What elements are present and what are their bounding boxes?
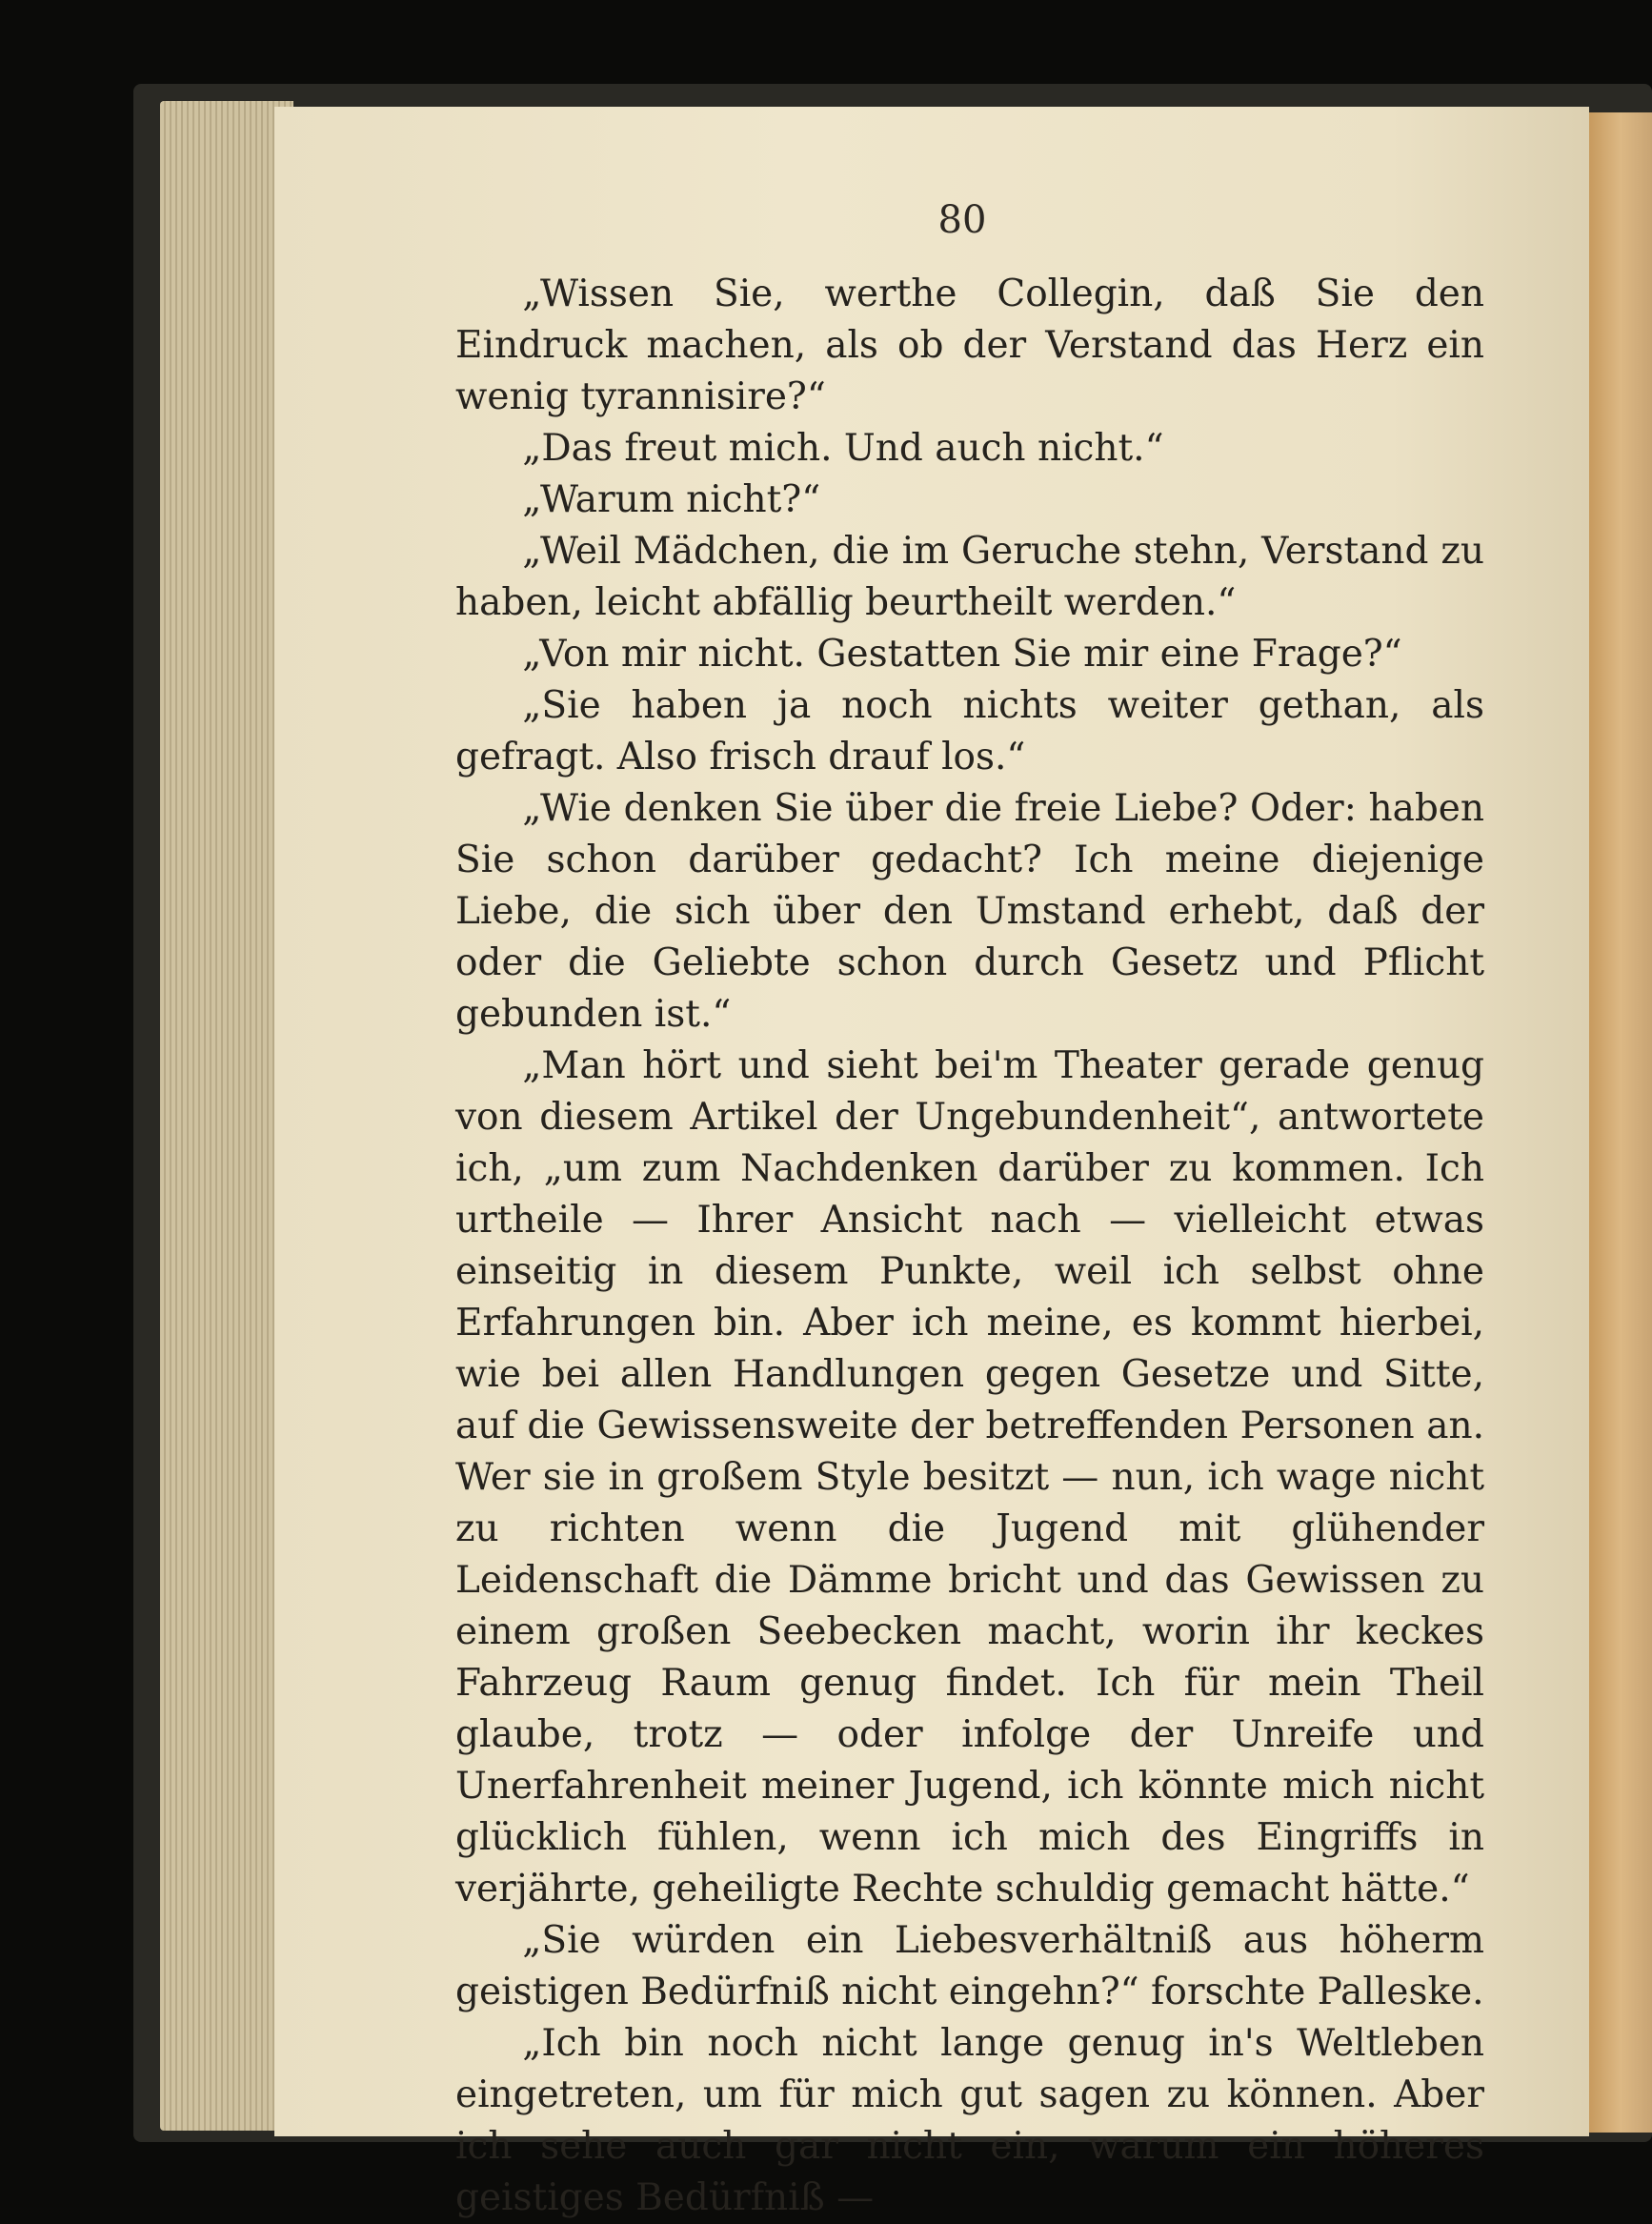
paragraph: „Weil Mädchen, die im Geruche stehn, Verstand zu haben, leicht abfällig beurtheilt werden.“ <box>455 530 1484 624</box>
paragraph: „Ich bin noch nicht lange genug in's Weltleben eingetreten, um für mich gut sagen zu können. Aber ich sehe auch gar nicht ein, warum ein höheres geistiges Bedürfniß — <box>455 2022 1484 2219</box>
page-edges <box>160 101 293 2131</box>
paragraph: „Sie haben ja noch nichts weiter gethan, als gefragt. Also frisch drauf los.“ <box>455 684 1484 778</box>
page-text <box>455 269 1484 2224</box>
paragraph: „Wie denken Sie über die freie Liebe? Oder: haben Sie schon darüber gedacht? Ich meine diejenige Liebe, die sich über den Umstand erhebt, daß der oder die Geliebte schon durch Gesetz und Pflicht gebunden ist.“ <box>455 787 1484 1036</box>
paragraph: „Wissen Sie, werthe Collegin, daß Sie den Eindruck machen, als ob der Verstand das Herz ein wenig tyrannisire?“ <box>455 273 1484 418</box>
facing-page-edge <box>1589 112 1652 2133</box>
paragraph: „Das freut mich. Und auch nicht.“ <box>522 427 1164 470</box>
paragraph: „Man hört und sieht bei'm Theater gerade genug von diesem Artikel der Ungebundenheit“, antwortete ich, „um zum Nachdenken darüber zu kommen. Ich urtheile — Ihrer Ansicht nach — vielleicht etwas einseitig in diesem Punkte, weil ich selbst ohne Erfahrungen bin. Aber ich meine, es kommt hierbei, wie bei allen Handlungen gegen Gesetze und Sitte, auf die Gewissensweite der betreffenden Personen an. Wer sie in großem Style besitzt — nun, ich wage nicht zu richten wenn die Jugend mit glühender Leidenschaft die Dämme bricht und das Gewissen zu einem großen Seebecken macht, worin ihr keckes Fahrzeug Raum genug findet. Ich für mein Theil glaube, trotz — oder infolge der Unreife und Unerfahrenheit meiner Jugend, ich könnte mich nicht glücklich fühlen, wenn ich mich des Eingriffs in verjährte, geheiligte Rechte schuldig gemacht hätte.“ <box>455 1044 1484 1911</box>
paragraph: „Warum nicht?“ <box>522 478 821 521</box>
paragraph: „Sie würden ein Liebesverhältniß aus höherm geistigen Bedürfniß nicht eingehn?“ forschte Palleske. <box>455 1919 1484 2013</box>
page-number: 80 <box>937 198 987 242</box>
paragraph: „Von mir nicht. Gestatten Sie mir eine Frage?“ <box>522 633 1402 676</box>
